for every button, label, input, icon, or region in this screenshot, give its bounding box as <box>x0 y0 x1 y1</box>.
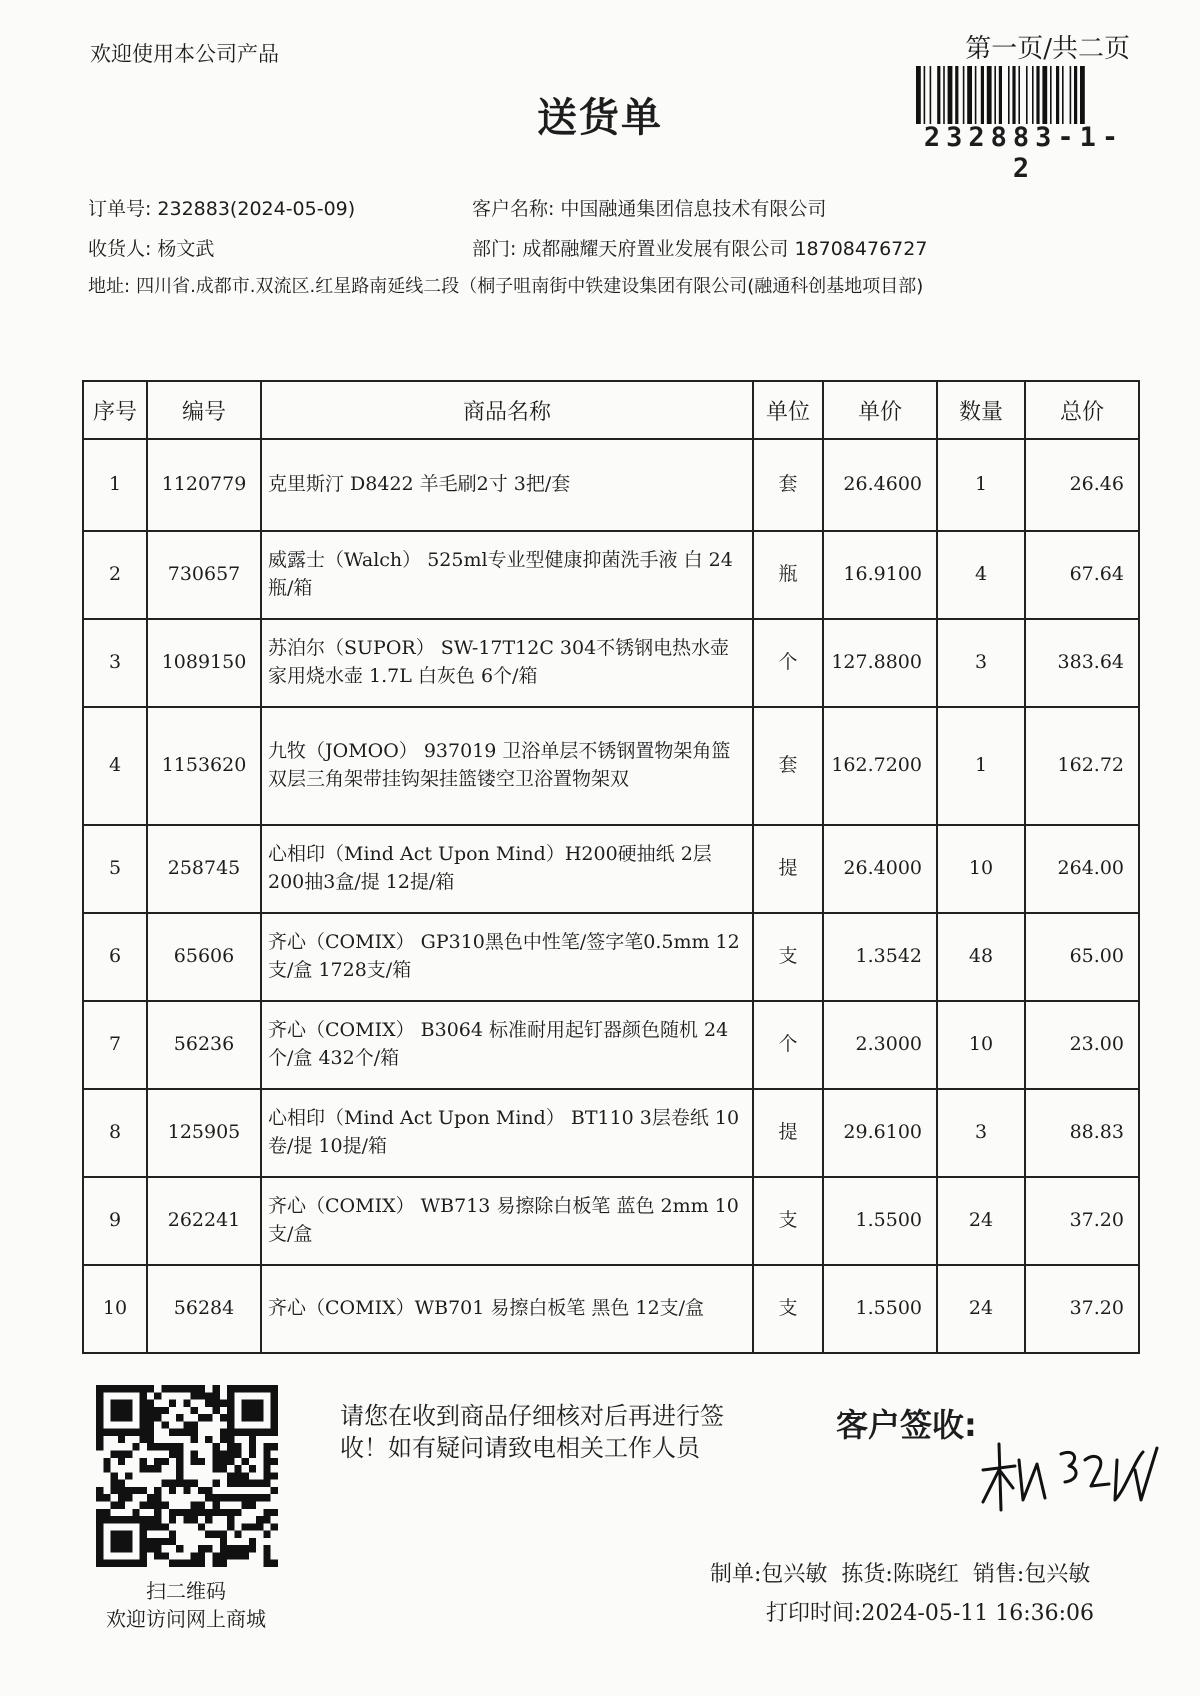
customer-signature-label: 客户签收: <box>836 1406 977 1444</box>
cell-code: 65606 <box>147 913 261 1001</box>
maker-info: 制单:包兴敏 <box>710 1562 828 1587</box>
cell-price: 1.5500 <box>823 1177 937 1265</box>
col-header-total: 总价 <box>1025 381 1139 439</box>
cell-price: 29.6100 <box>823 1089 937 1177</box>
cell-price: 26.4000 <box>823 825 937 913</box>
table-row <box>83 531 1139 619</box>
inspection-notice: 请您在收到商品仔细核对后再进行签收！如有疑问请致电相关工作人员 <box>340 1402 724 1463</box>
table-row <box>83 825 1139 913</box>
cell-price: 2.3000 <box>823 1001 937 1089</box>
qr-caption-mall: 欢迎访问网上商城 <box>106 1607 266 1631</box>
department-value: 成都融耀天府置业发展有限公司 18708476727 <box>522 238 928 260</box>
col-header-index: 序号 <box>83 381 147 439</box>
cell-name: 齐心（COMIX） WB713 易擦除白板笔 蓝色 2mm 10支/盒 <box>261 1177 753 1265</box>
cell-price: 162.7200 <box>823 707 937 825</box>
cell-name: 苏泊尔（SUPOR） SW-17T12C 304不锈钢电热水壶家用烧水壶 1.7L 白灰色 6个/箱 <box>261 619 753 707</box>
table-row <box>83 619 1139 707</box>
col-header-unit: 单位 <box>753 381 823 439</box>
cell-unit: 个 <box>753 1001 823 1089</box>
cell-unit: 瓶 <box>753 531 823 619</box>
cell-price: 127.8800 <box>823 619 937 707</box>
handwritten-signature <box>975 1430 1175 1525</box>
cell-total: 67.64 <box>1025 531 1139 619</box>
receiver <box>88 234 214 261</box>
customer-name-label: 客户名称: <box>472 198 555 220</box>
table-row <box>83 1177 1139 1265</box>
table-row <box>83 707 1139 825</box>
table-row <box>83 913 1139 1001</box>
col-header-name: 商品名称 <box>261 381 753 439</box>
cell-price: 1.5500 <box>823 1265 937 1353</box>
staff-line <box>710 1557 1104 1588</box>
col-header-qty: 数量 <box>937 381 1025 439</box>
cell-qty: 1 <box>937 439 1025 531</box>
cell-total: 383.64 <box>1025 619 1139 707</box>
order-number-label: 订单号: <box>88 198 152 220</box>
address-value: 四川省.成都市.双流区.红星路南延线二段（桐子咀南街中铁建设集团有限公司(融通科创基地项目部) <box>136 276 924 297</box>
picker-info: 拣货:陈晓红 <box>841 1562 959 1587</box>
cell-total: 88.83 <box>1025 1089 1139 1177</box>
table-row <box>83 1089 1139 1177</box>
cell-unit: 提 <box>753 1089 823 1177</box>
cell-qty: 3 <box>937 1089 1025 1177</box>
address <box>88 272 923 298</box>
cell-total: 264.00 <box>1025 825 1139 913</box>
col-header-price: 单价 <box>823 381 937 439</box>
cell-price: 1.3542 <box>823 913 937 1001</box>
cell-qty: 4 <box>937 531 1025 619</box>
cell-qty: 10 <box>937 1001 1025 1089</box>
cell-name: 心相印（Mind Act Upon Mind）H200硬抽纸 2层200抽3盒/提 12提/箱 <box>261 825 753 913</box>
cell-index: 4 <box>83 707 147 825</box>
cell-code: 1120779 <box>147 439 261 531</box>
barcode <box>914 66 1134 124</box>
cell-unit: 套 <box>753 439 823 531</box>
cell-total: 65.00 <box>1025 913 1139 1001</box>
document-title: 送货单 <box>537 95 663 141</box>
cell-qty: 10 <box>937 825 1025 913</box>
cell-name: 齐心（COMIX） B3064 标准耐用起钉器颜色随机 24个/盒 432个/箱 <box>261 1001 753 1089</box>
cell-code: 56284 <box>147 1265 261 1353</box>
barcode-number: 232883-1-2 <box>923 122 1125 184</box>
table-row <box>83 1001 1139 1089</box>
table-row <box>83 439 1139 531</box>
cell-unit: 提 <box>753 825 823 913</box>
cell-qty: 24 <box>937 1265 1025 1353</box>
welcome-text: 欢迎使用本公司产品 <box>90 42 279 66</box>
cell-qty: 48 <box>937 913 1025 1001</box>
receiver-value: 杨文武 <box>157 238 215 260</box>
cell-total: 37.20 <box>1025 1265 1139 1353</box>
cell-index: 7 <box>83 1001 147 1089</box>
cell-code: 125905 <box>147 1089 261 1177</box>
table-row <box>83 1265 1139 1353</box>
customer-name <box>472 194 826 221</box>
cell-name: 克里斯汀 D8422 羊毛刷2寸 3把/套 <box>261 439 753 531</box>
cell-unit: 支 <box>753 913 823 1001</box>
page-indicator: 第一页/共二页 <box>965 34 1130 64</box>
cell-price: 26.4600 <box>823 439 937 531</box>
cell-price: 16.9100 <box>823 531 937 619</box>
cell-code: 1153620 <box>147 707 261 825</box>
cell-index: 5 <box>83 825 147 913</box>
goods-table <box>82 380 1140 1354</box>
cell-index: 3 <box>83 619 147 707</box>
cell-code: 730657 <box>147 531 261 619</box>
sales-info: 销售:包兴敏 <box>972 1562 1091 1587</box>
address-label: 地址: <box>88 276 131 297</box>
order-number <box>88 194 355 221</box>
table-header-row <box>83 381 1139 439</box>
cell-total: 23.00 <box>1025 1001 1139 1089</box>
cell-name: 威露士（Walch） 525ml专业型健康抑菌洗手液 白 24瓶/箱 <box>261 531 753 619</box>
print-time: 打印时间:2024-05-11 16:36:06 <box>766 1601 1095 1626</box>
receiver-label: 收货人: <box>88 238 152 260</box>
order-number-value: 232883(2024-05-09) <box>157 198 356 220</box>
cell-code: 262241 <box>147 1177 261 1265</box>
cell-code: 258745 <box>147 825 261 913</box>
cell-name: 心相印（Mind Act Upon Mind） BT110 3层卷纸 10卷/提 10提/箱 <box>261 1089 753 1177</box>
cell-index: 1 <box>83 439 147 531</box>
cell-unit: 支 <box>753 1177 823 1265</box>
cell-unit: 套 <box>753 707 823 825</box>
col-header-code: 编号 <box>147 381 261 439</box>
cell-total: 37.20 <box>1025 1177 1139 1265</box>
cell-qty: 3 <box>937 619 1025 707</box>
cell-total: 162.72 <box>1025 707 1139 825</box>
cell-code: 56236 <box>147 1001 261 1089</box>
customer-name-value: 中国融通集团信息技术有限公司 <box>560 198 827 220</box>
cell-index: 6 <box>83 913 147 1001</box>
department-label: 部门: <box>472 238 517 260</box>
cell-index: 9 <box>83 1177 147 1265</box>
cell-qty: 1 <box>937 707 1025 825</box>
cell-total: 26.46 <box>1025 439 1139 531</box>
cell-name: 齐心（COMIX）WB701 易擦白板笔 黑色 12支/盒 <box>261 1265 753 1353</box>
cell-qty: 24 <box>937 1177 1025 1265</box>
cell-code: 1089150 <box>147 619 261 707</box>
cell-unit: 个 <box>753 619 823 707</box>
cell-index: 10 <box>83 1265 147 1353</box>
cell-unit: 支 <box>753 1265 823 1353</box>
cell-index: 8 <box>83 1089 147 1177</box>
department <box>472 234 927 261</box>
cell-index: 2 <box>83 531 147 619</box>
qr-caption: 扫二维码 <box>146 1579 226 1603</box>
cell-name: 齐心（COMIX） GP310黑色中性笔/签字笔0.5mm 12支/盒 1728支/箱 <box>261 913 753 1001</box>
cell-name: 九牧（JOMOO） 937019 卫浴单层不锈钢置物架角篮双层三角架带挂钩架挂篮镂空卫浴置物架双 <box>261 707 753 825</box>
qr-code[interactable] <box>96 1385 278 1567</box>
